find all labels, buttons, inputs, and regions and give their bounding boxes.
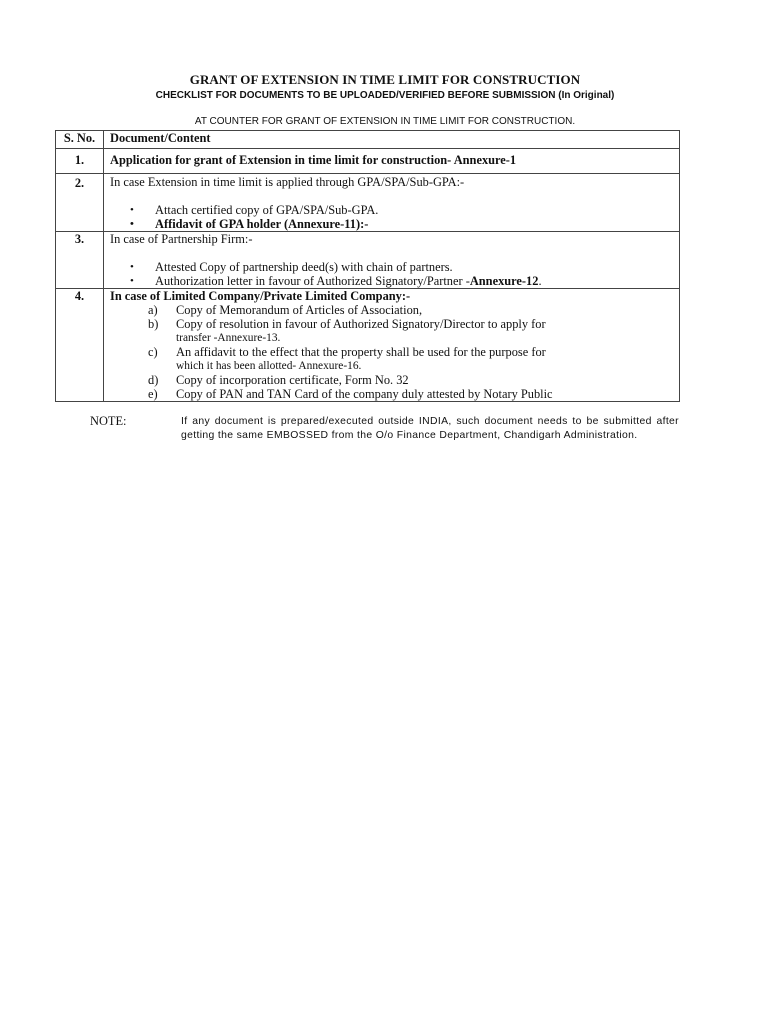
list-marker: e) [148, 387, 158, 401]
table-row [56, 149, 680, 174]
row-sno: 2. [56, 174, 104, 232]
bullet-list [110, 260, 675, 288]
annexure-ref: Annexure-12 [469, 274, 539, 288]
row-document: Application for grant of Extension in time limit for construction- Annexure-1 [104, 149, 680, 174]
list-marker: b) [148, 317, 159, 331]
list-item: • Affidavit of GPA holder (Annexure-11):- [110, 217, 675, 231]
row-document [104, 232, 680, 289]
list-item-text: An affidavit to the effect that the property shall be used for the purpose for [176, 345, 546, 359]
row-document [104, 174, 680, 232]
list-item-text: Copy of resolution in favour of Authorized Signatory/Director to apply for [176, 317, 546, 331]
list-item-end: . [538, 274, 542, 288]
header-document: Document/Content [104, 131, 680, 149]
list-item-text: Copy of PAN and TAN Card of the company duly attested by Notary Public [176, 387, 553, 401]
list-item: • Attested Copy of partnership deed(s) with chain of partners. [110, 260, 675, 274]
table-row [56, 232, 680, 289]
list-marker: a) [148, 303, 158, 317]
bullet-list [110, 203, 675, 231]
row-document [104, 289, 680, 402]
list-item [110, 274, 675, 288]
document-subtitle: CHECKLIST FOR DOCUMENTS TO BE UPLOADED/VERIFIED BEFORE SUBMISSION (In Original) [155, 90, 615, 101]
list-item-continuation: transfer -Annexure-13. [176, 332, 281, 344]
row-intro: In case of Limited Company/Private Limited Company:- [110, 289, 411, 303]
list-item: • Attach certified copy of GPA/SPA/Sub-GPA. [110, 203, 675, 217]
list-marker: c) [148, 345, 158, 359]
checklist-table [55, 130, 680, 402]
list-item-text: Copy of incorporation certificate, Form No. 32 [176, 373, 409, 387]
list-item-text: Authorization letter in favour of Authorized Signatory/Partner - [155, 274, 470, 288]
list-marker: d) [148, 373, 159, 387]
document-title: GRANT OF EXTENSION IN TIME LIMIT FOR CONSTRUCTION [189, 72, 581, 87]
alpha-list [110, 303, 675, 401]
list-item [110, 373, 675, 387]
row-intro: In case of Partnership Firm:- [110, 232, 253, 246]
note-label: NOTE: [90, 414, 127, 428]
counter-heading: AT COUNTER FOR GRANT OF EXTENSION IN TIME LIMIT FOR CONSTRUCTION. [194, 116, 576, 127]
row-sno: 4. [56, 289, 104, 402]
list-item-text: Copy of Memorandum of Articles of Association, [176, 303, 423, 317]
header-sno: S. No. [56, 131, 104, 149]
list-item [110, 345, 675, 373]
table-row [56, 289, 680, 402]
note-text: If any document is prepared/executed outside INDIA, such document needs to be submitted after getting the same EMBOSSED from the O/o Finance Department, Chandigarh Administration. [181, 416, 679, 441]
table-row [56, 174, 680, 232]
list-item [110, 317, 675, 345]
list-item [110, 387, 675, 401]
list-item-continuation: which it has been allotted- Annexure-16. [176, 360, 362, 372]
row-sno: 3. [56, 232, 104, 289]
list-item [110, 303, 675, 317]
table-header-row [56, 131, 680, 149]
row-sno: 1. [56, 149, 104, 174]
row-intro: In case Extension in time limit is applied through GPA/SPA/Sub-GPA:- [110, 175, 465, 189]
